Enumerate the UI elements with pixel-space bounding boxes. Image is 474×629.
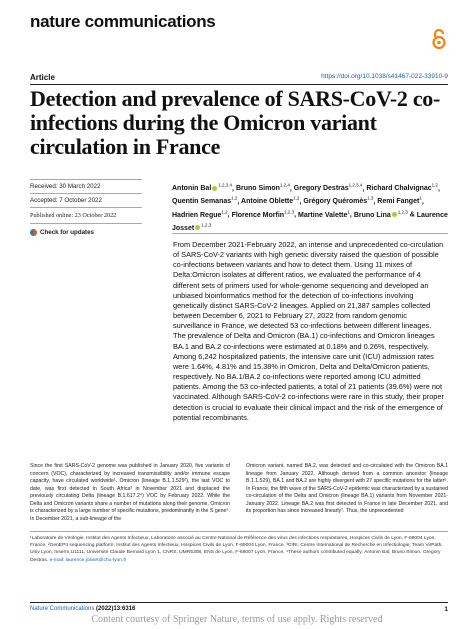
author-name[interactable]: Gregory Destras$^{1,2,3,4}$ (293, 183, 363, 193)
article-title: Detection and prevalence of SARS-CoV-2 co-infections during the Omicron variant circulation in France (30, 86, 441, 159)
orcid-icon[interactable] (195, 225, 200, 230)
author-divider (172, 233, 448, 234)
abstract: From December 2021-February 2022, an intense and unprecedented co-circulation of SARS-CoV-2 variants with high genetic diversity raised the question of possible co-infections between variants and how to detect them. Using 11 mixes of Delta:Omicron isolates at different ratios, we evaluated the performance of 4 different sets of primers used for whole-genome sequencing and developed an unbiased bioinformatics method for the detection of co-infections involving genetically distinct SARS-CoV-2 lineages. Applied on 21,387 samples collected between December 6, 2021 to February 27, 2022 from random genomic surveillance in France, we detected 53 co-infections between different lineages. The prevalence of Delta and Omicron (BA.1) co-infections and Omicron lineages BA.1 and BA.2 co-infections were estimated at 0.18% and 0.26%, respectively. Among 6,242 hospitalized patients, the intensive care unit (ICU) admission rates were 1.64%, 4.81% and 15.38% in Omicron, Delta and Delta/Omicron patients, respectively. No BA.1/BA.2 co-infections were reported among ICU admitted patients. Among the 53 co-infected patients, a total of 21 patients (39.6%) were not vaccinated. Although SARS-CoV-2 co-infections were rare in this study, their proper detection is crucial to evaluate their clinical impact and the risk of the emergence of potential recombinants. (173, 240, 444, 422)
orcid-icon[interactable] (212, 186, 217, 191)
check-updates-icon (30, 229, 37, 236)
page-number: 1 (444, 606, 448, 613)
affiliations-text: ¹Laboratoire de Virologie, Institut des Agents Infectieux, Laboratoire associé au Centre National de Référence des virus des infections respiratoires, Hospices Civils de Lyon, F-69004 Lyon, France. ²GenEPII sequencing platform, Institut des Agents Infectieux, Hospices Civils de Lyon, F-69004 Lyon, France. ³CIRI, Centre International de Recherche en Infectiologie, Team VirPath, Univ Lyon, Inserm,U1111, Université Claude Bernard Lyon 1, CNRS, UMR5308, ENS de Lyon, F-69007 Lyon, France. ⁴These authors contributed equally: Antonin Bal, Bruno Simon, Gregory Destras. (30, 536, 443, 563)
footer-citation (30, 606, 135, 612)
received-date: Received: 30 March 2022 (30, 183, 101, 190)
author-name[interactable]: Florence Morfin$^{1,2,3}$ (231, 209, 295, 219)
header-divider (30, 84, 448, 85)
corresponding-email[interactable]: e-mail: laurence.josset@chu-lyon.fr (49, 557, 127, 563)
journal-name: nature communications (30, 12, 216, 31)
accepted-date: Accepted: 7 October 2022 (30, 197, 102, 204)
orcid-icon[interactable] (392, 212, 397, 217)
footer-journal[interactable]: Nature Communications (30, 606, 95, 612)
author-name[interactable]: Laurence Josset $^{1,2,3}$ (172, 211, 448, 232)
author-name[interactable]: Quentin Semanas$^{1,2}$ (172, 196, 238, 206)
author-name[interactable]: Martine Valette$^1$ (297, 209, 350, 219)
published-date: Published online: 23 October 2022 (30, 212, 117, 219)
open-access-icon (431, 28, 447, 50)
meta-divider (30, 193, 142, 194)
footnote-divider (30, 531, 448, 532)
author-name[interactable]: Hadrien Regue$^{1,2}$ (172, 209, 228, 219)
courtesy-watermark: Content courtesy of Springer Nature, terms of use apply. Rights reserved (91, 614, 383, 625)
footer-volume: (2022)13:6316 (96, 606, 136, 612)
body-text-right: Omicron variant, named BA.2, was detected and co-circulated with the Omicron BA.1 lineage from January 2022. Although derived from a common ancestor (lineage B.1.1.529), BA.1 and BA.2 are highly divergent with 27 specific mutations for the latter⁶. In France, the fifth wave of the SARS-CoV-2 epidemic was characterized by a sustained co-circulation of the Delta and Omicron (lineage BA.1) variants from November 2021-January 2022. Lineage BA.2 was first detected in France in late December 2021, and its proportion has since increased linearly⁷. Thus, the unprecedented (246, 463, 448, 515)
author-name[interactable]: Grégory Quéromès$^{1,3}$ (303, 196, 374, 206)
meta-divider (30, 179, 142, 180)
doi-link[interactable]: https://doi.org/10.1038/s41467-022-33910-9 (321, 73, 448, 80)
author-name[interactable]: Bruno Lina $^{1,2,3}$ (353, 209, 408, 219)
body-text-left: Since the first SARS-CoV-2 genome was published in January 2020, five variants of concern (VOC), characterized by increased transmissibility and/or immune escape capacity, have circulated worldwide¹. Omicron (lineage B.1.1.529²), the last VOC to date, was first detected in South Africa³ in November 2021 and displaced the previously circulating Delta (lineage B.1.617.2⁴) VOC by February 2022. While the Delta and Omicron variants share a number of mutations along their genome, Omicron is characterized by a large number of specific mutations, predominantly in the S gene⁵. In December 2021, a sub-lineage of the (30, 463, 230, 522)
meta-divider (30, 223, 142, 224)
author-name[interactable]: Richard Chalvignac$^{1,2}$ (366, 183, 438, 193)
author-name[interactable]: Antonin Bal $^{1,2,3,4}$ (172, 183, 233, 193)
affiliations-footnote (30, 535, 448, 564)
check-updates-label: Check for updates (40, 229, 94, 236)
meta-divider (30, 207, 142, 208)
author-list: Antonin Bal $^{1,2,3,4}$, Bruno Simon$^{1,2,4}$, Gregory Destras$^{1,2,3,4}$, Richard Chalvignac$^{1,2}$, Quentin Semanas$^{1,2}$, Antoine Oblette$^{1,2}$, Grégory Quéromès$^{1,3}$, Remi Fanget$^1$, Hadrien Regue$^{1,2}$, Florence Morfin$^{1,2,3}$, Martine Valette$^1$, Bruno Lina $^{1,2,3}$ & Laurence Josset $^{1,2,3}$ (172, 183, 448, 232)
author-name[interactable]: Antoine Oblette$^{1,2}$ (241, 196, 300, 206)
article-type-label: Article (30, 73, 55, 82)
footer-divider (30, 602, 448, 603)
author-name[interactable]: Remi Fanget$^1$ (377, 196, 422, 206)
author-name[interactable]: Bruno Simon$^{1,2,4}$ (235, 183, 290, 193)
check-updates-button[interactable] (30, 229, 94, 236)
